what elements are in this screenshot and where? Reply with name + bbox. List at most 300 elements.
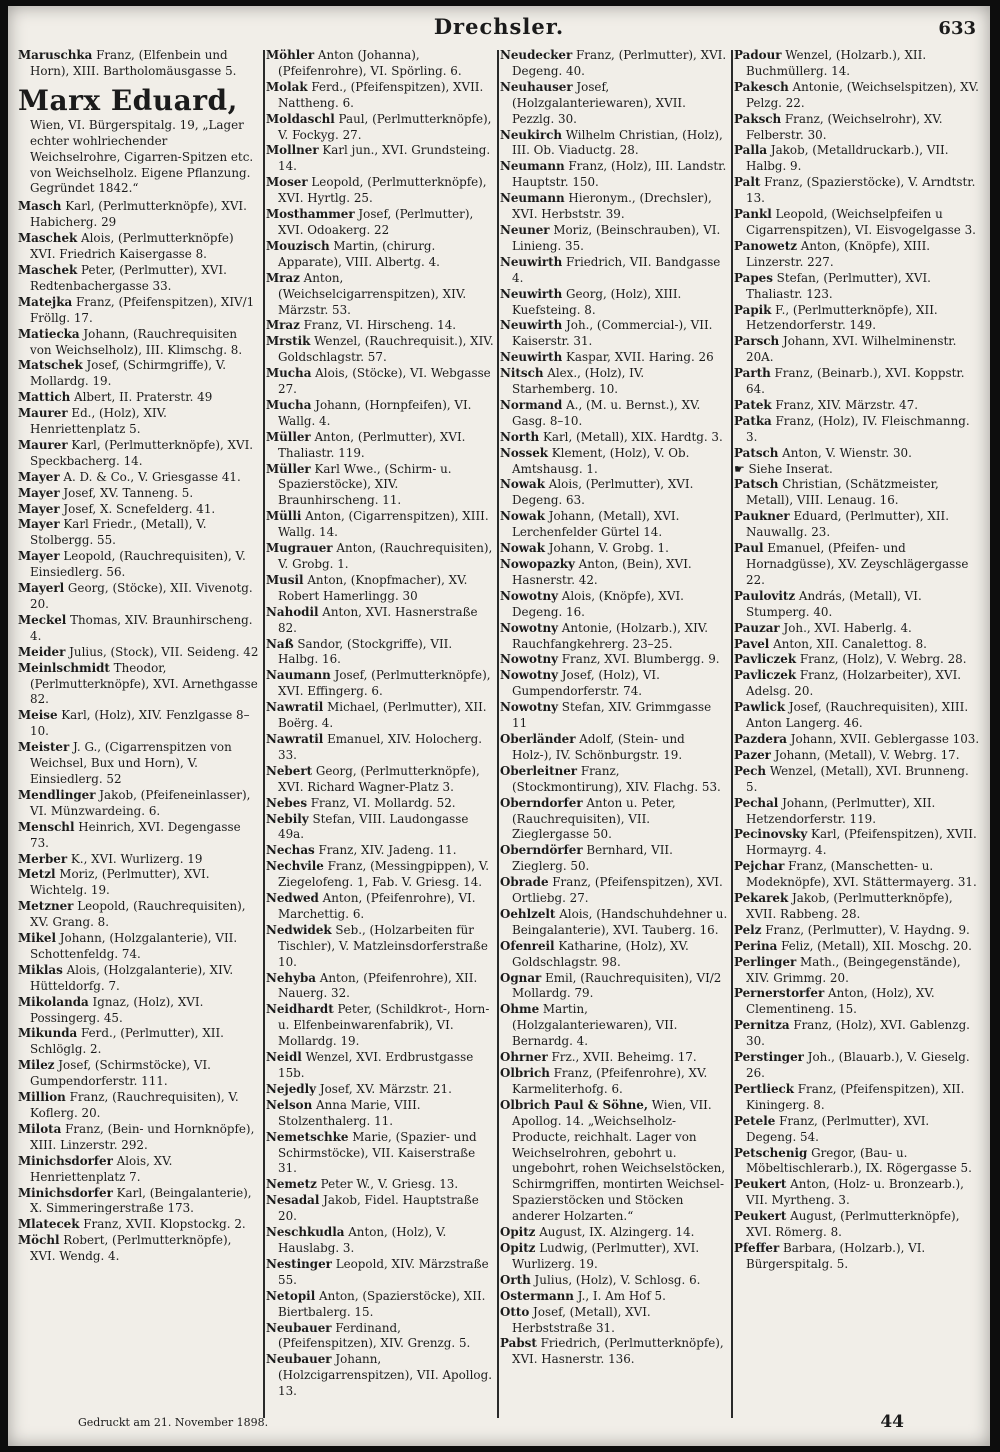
- entry-name: Perstinger: [734, 1050, 804, 1065]
- entry-name: Neuner: [500, 222, 550, 237]
- entry-details: Jakob, (Pfeifeneinlasser), VI. Münzwardeing. 6.: [30, 787, 251, 818]
- entry-details: Emanuel, XIV. Holocherg. 33.: [278, 731, 482, 762]
- entry-name: Nebily: [266, 811, 309, 826]
- directory-entry: [266, 366, 494, 398]
- entry-details: Leopold, (Rauchrequisiten), V. Einsiedlerg. 56.: [30, 549, 246, 580]
- directory-entry: [18, 931, 260, 963]
- entry-details: Leopold, XIV. Märzstraße 55.: [278, 1256, 489, 1287]
- entry-details: Karl, (Beingalanterie), X. Simmeringerstraße 173.: [30, 1185, 252, 1216]
- directory-entry: [734, 366, 980, 398]
- entry-details: Michael, (Perlmutter), XII. Boërg. 4.: [278, 700, 487, 731]
- entry-details: Ed., (Holz), XIV. Henriettenplatz 5.: [30, 406, 167, 437]
- entry-details: Wenzel, (Metall), XVI. Brunneng. 5.: [746, 763, 969, 794]
- directory-entry: [734, 589, 980, 621]
- entry-details: Karl Friedr., (Metall), V. Stolbergg. 55.: [30, 517, 207, 548]
- entry-details: Karl, (Perlmutterknöpfe), XVI. Speckbacherg. 14.: [30, 437, 254, 468]
- entry-details: Emil, (Rauchrequisiten), VI/2 Mollardg. 79.: [512, 970, 722, 1001]
- entry-details: Franz, (Elfenbein und Horn), XIII. Bartholomäusgasse 5.: [30, 48, 237, 78]
- directory-entry: [266, 573, 494, 605]
- directory-entry: [18, 517, 260, 549]
- entry-details: Johann, (Metall), V. Webrg. 17.: [770, 747, 960, 762]
- entry-details: Franz, (Pfeifenrohre), XV. Karmeliterhofg. 6.: [512, 1066, 708, 1096]
- entry-details: Jakob, (Metalldruckarb.), VII. Halbg. 9.: [746, 143, 949, 174]
- entry-name: Neuwirth: [500, 318, 563, 333]
- directory-entry: [734, 414, 980, 446]
- directory-entry: [734, 1177, 980, 1209]
- entry-details: Anton, XII. Canalettog. 8.: [769, 636, 927, 651]
- entry-details: Wien, VI. Bürgerspitalg. 19, „Lager echter wohlriechender Weichselrohre, Cigarren-Spitzen etc. von Weichselholz. Eigene Pflanzung. Gegründet 1842.“: [30, 117, 254, 196]
- directory-entry: [500, 971, 728, 1003]
- entry-name: Mrstik: [266, 334, 311, 349]
- entry-name: Paulovitz: [734, 588, 796, 603]
- entry-details: Anton, (Knöpfe), XIII. Linzerstr. 227.: [746, 238, 931, 269]
- entry-name: Nowak: [500, 509, 545, 524]
- entry-details: Franz, (Messingpippen), V. Ziegelofeng. 1, Fab. V. Griesg. 14.: [278, 859, 490, 890]
- column-divider: [263, 50, 265, 1418]
- directory-entry: [266, 1257, 494, 1289]
- entry-details: Christian, (Schätzmeister, Metall), VIII. Lenaug. 16.: [746, 477, 939, 508]
- directory-entry: [734, 923, 980, 939]
- directory-entry: [734, 334, 980, 366]
- directory-entry: [18, 899, 260, 931]
- directory-entry: [500, 796, 728, 844]
- entry-name: Pawlick: [734, 700, 786, 715]
- directory-entry: [266, 318, 494, 334]
- entry-details: Franz, (Perlmutter), XVI. Degeng. 54.: [746, 1113, 930, 1144]
- entry-name: Padour: [734, 48, 782, 62]
- directory-entry: [734, 748, 980, 764]
- entry-details: Peter, (Perlmutter), XVI. Redtenbachergasse 33.: [30, 262, 227, 293]
- entry-name: Nowotny: [500, 620, 559, 635]
- entry-details: Ignaz, (Holz), XVI. Possingerg. 45.: [30, 994, 204, 1025]
- entry-name: Nechvile: [266, 859, 324, 874]
- entry-details: Franz, (Pfeifenspitzen), XVI. Ortliebg. 27.: [512, 875, 723, 906]
- directory-entry: [500, 1305, 728, 1337]
- entry-name: Oberndörfer: [500, 843, 583, 858]
- directory-entry: [500, 223, 728, 255]
- entry-name: Pankl: [734, 207, 772, 222]
- directory-entry: [500, 1289, 728, 1305]
- entry-name: Pavel: [734, 636, 770, 651]
- entry-details: Ferdinand, (Pfeifenspitzen), XIV. Grenzg. 5.: [278, 1320, 471, 1351]
- directory-entry: [266, 207, 494, 239]
- entry-name: Matschek: [18, 358, 83, 373]
- entry-details: Paul, (Perlmutterknöpfe), V. Fockyg. 27.: [278, 111, 492, 142]
- entry-details: Wenzel, XVI. Erdbrustgasse 15b.: [278, 1050, 474, 1080]
- entry-name: Peukert: [734, 1209, 787, 1224]
- entry-name: Olbrich: [500, 1066, 550, 1080]
- column-3: [500, 48, 728, 1404]
- entry-details: Stefan, VIII. Laudongasse 49a.: [278, 811, 469, 842]
- directory-entry: [500, 1273, 728, 1289]
- directory-entry: [734, 764, 980, 796]
- directory-entry: [18, 1217, 260, 1233]
- entry-name: Meister: [18, 740, 70, 755]
- directory-entry: [18, 1122, 260, 1154]
- entry-details: Robert, (Perlmutterknöpfe), XVI. Wendg. 4.: [30, 1233, 232, 1264]
- entry-name: Nowak: [500, 541, 545, 556]
- entry-name: Neubauer: [266, 1320, 332, 1335]
- entry-name: Nawratil: [266, 731, 324, 746]
- directory-entry: [18, 263, 260, 295]
- entry-details: Alois, (Holzgalanterie), XIV. Hütteldorfg. 7.: [30, 962, 234, 993]
- directory-entry: [734, 462, 980, 478]
- print-date: Gedruckt am 21. November 1898.: [78, 1416, 269, 1429]
- directory-entry: [18, 1058, 260, 1090]
- directory-entry: [18, 327, 260, 359]
- directory-entry: [18, 406, 260, 438]
- entry-name: Pavliczek: [734, 668, 797, 683]
- entry-details: Josef, (Schirmstöcke), VI. Gumpendorferstr. 111.: [30, 1058, 211, 1089]
- entry-details: Franz, (Stockmontirung), XIV. Flachg. 53.: [512, 763, 721, 794]
- entry-details: Franz, (Pfeifenspitzen), XII. Kiningerg. 8.: [746, 1081, 965, 1112]
- entry-name: Pernerstorfer: [734, 986, 825, 1001]
- entry-details: Hieronym., (Drechsler), XVI. Herbststr. 39.: [512, 191, 712, 222]
- directory-entry: [500, 255, 728, 287]
- entry-details: Ludwig, (Perlmutter), XVI. Wurlizerg. 19.: [512, 1240, 700, 1271]
- entry-details: Anton, (Bein), XVI. Hasnerstr. 42.: [512, 557, 692, 587]
- directory-entry: [734, 48, 980, 80]
- entry-details: Alois, (Stöcke), VI. Webgasse 27.: [278, 366, 491, 397]
- directory-entry: [734, 398, 980, 414]
- directory-entry: [18, 84, 260, 198]
- entry-details: Josef, (Holzgalanteriewaren), XVII. Pezzlg. 30.: [512, 79, 686, 126]
- entry-details: Alois, XV. Henriettenplatz 7.: [30, 1153, 173, 1184]
- directory-entry: [734, 1209, 980, 1241]
- directory-entry: [500, 1002, 728, 1050]
- entry-details: Franz, (Spazierstöcke), V. Arndtstr. 13.: [746, 175, 976, 206]
- entry-name: Mayer: [18, 517, 60, 532]
- entry-name: Mucha: [266, 397, 312, 412]
- entry-name: Parsch: [734, 334, 780, 349]
- entry-details: Johann, (Metall), XVI. Lerchenfelder Gürtel 14.: [512, 509, 680, 540]
- directory-entry: [18, 740, 260, 788]
- entry-name: Maruschka: [18, 48, 93, 62]
- directory-entry: [266, 1352, 494, 1400]
- directory-entry: [734, 1241, 980, 1273]
- entry-details: Leopold, (Rauchrequisiten), XV. Grang. 8.: [30, 899, 246, 930]
- entry-name: Maurer: [18, 437, 68, 452]
- directory-entry: [266, 80, 494, 112]
- directory-entry: [500, 939, 728, 971]
- directory-entry: [18, 486, 260, 502]
- entry-name: Mendlinger: [18, 787, 96, 802]
- entry-name: Müller: [266, 461, 311, 476]
- entry-details: Stefan, XIV. Grimmgasse 11: [512, 700, 712, 731]
- entry-details: Josef, (Rauchrequisiten), XIII. Anton Langerg. 46.: [746, 700, 969, 731]
- entry-name: Paukner: [734, 509, 790, 524]
- entry-details: Anton u. Peter, (Rauchrequisiten), VII. Zieglergasse 50.: [512, 795, 676, 842]
- entry-name: Neukirch: [500, 127, 562, 142]
- entry-details: A. D. & Co., V. Griesgasse 41.: [59, 469, 241, 484]
- entry-name: Olbrich Paul & Söhne,: [500, 1097, 649, 1112]
- directory-entry: [266, 891, 494, 923]
- entry-name: Petele: [734, 1113, 776, 1128]
- entry-name: Papik: [734, 302, 772, 317]
- entry-name: Obrade: [500, 875, 549, 890]
- entry-details: András, (Metall), VI. Stumperg. 40.: [746, 588, 922, 619]
- entry-details: Math., (Beingegenstände), XIV. Grimmg. 20.: [746, 954, 961, 985]
- entry-name: Parth: [734, 366, 771, 381]
- entry-details: Feliz, (Metall), XII. Moschg. 20.: [777, 938, 972, 953]
- entry-details: Alex., (Holz), IV. Starhemberg. 10.: [512, 366, 645, 397]
- entry-details: Anton, V. Wienstr. 30.: [778, 445, 912, 460]
- entry-details: Johann, V. Grobg. 1.: [544, 541, 669, 556]
- entry-details: Karl jun., XVI. Grundsteing. 14.: [278, 143, 491, 174]
- entry-name: Opitz: [500, 1225, 536, 1240]
- entry-name: Pazdera: [734, 731, 787, 746]
- entry-name: Nowak: [500, 477, 545, 492]
- entry-details: A., (M. u. Bernst.), XV. Gasg. 8–10.: [512, 397, 701, 428]
- entry-name: Neuhauser: [500, 79, 573, 94]
- directory-entry: [266, 1193, 494, 1225]
- entry-name: Mikunda: [18, 1026, 78, 1041]
- entry-name: Mayer: [18, 485, 60, 500]
- entry-name: Pabst: [500, 1336, 537, 1351]
- entry-name: Ohme: [500, 1002, 540, 1017]
- directory-entry: [500, 509, 728, 541]
- entry-name: Neuwirth: [500, 350, 563, 365]
- entry-details: Franz, VI. Mollardg. 52.: [307, 795, 456, 810]
- entry-details: Friedrich, (Perlmutterknöpfe), XVI. Hasnerstr. 136.: [512, 1336, 724, 1367]
- entry-name: Moser: [266, 175, 308, 190]
- column-divider: [731, 50, 733, 1418]
- directory-entry: [266, 509, 494, 541]
- entry-name: Mülli: [266, 509, 302, 524]
- entry-details: Julius, (Stock), VII. Seideng. 42: [65, 644, 259, 659]
- entry-name: Ofenreil: [500, 938, 555, 953]
- entry-details: Adolf, (Stein- und Holz-), IV. Schönburgstr. 19.: [512, 731, 685, 762]
- directory-entry: [734, 1082, 980, 1114]
- entry-details: Eduard, (Perlmutter), XII. Nauwallg. 23.: [746, 509, 950, 540]
- entry-details: Karl, (Holz), XIV. Fenzlgasse 8–10.: [30, 708, 250, 739]
- entry-name: Oberländer: [500, 731, 576, 746]
- entry-details: Jakob, Fidel. Hauptstraße 20.: [278, 1193, 479, 1224]
- directory-entry: [18, 1090, 260, 1122]
- entry-details: Martin, (chirurg. Apparate), VIII. Albertg. 4.: [278, 238, 440, 269]
- entry-details: Franz, XVI. Blumbergg. 9.: [558, 652, 720, 667]
- entry-name: Opitz: [500, 1240, 536, 1255]
- column-divider: [497, 50, 499, 1418]
- directory-entry: [18, 199, 260, 231]
- directory-entry: [734, 1146, 980, 1178]
- directory-entry: [18, 358, 260, 390]
- entry-details: Johann, (Hornpfeifen), VI. Wallg. 4.: [278, 397, 472, 428]
- directory-entry: [266, 764, 494, 796]
- directory-entry: [18, 295, 260, 327]
- directory-entry: [734, 303, 980, 335]
- entry-details: Franz, XVII. Klopstockg. 2.: [79, 1217, 246, 1232]
- entry-details: Anton, (Holz), XV. Clementineng. 15.: [746, 986, 935, 1017]
- entry-details: Franz, (Holz), V. Webrg. 28.: [796, 652, 967, 667]
- entry-details: Peter, (Schildkrot-, Horn- u. Elfenbeinwarenfabrik), VI. Mollardg. 19.: [278, 1002, 490, 1049]
- directory-entry: [266, 398, 494, 430]
- directory-entry: [18, 502, 260, 518]
- directory-entry: [500, 732, 728, 764]
- entry-name: Meinlschmidt: [18, 660, 110, 675]
- entry-name: Mraz: [266, 270, 300, 285]
- entry-name: Nestinger: [266, 1256, 332, 1271]
- directory-entry: [18, 1186, 260, 1218]
- entry-name: Paul: [734, 541, 764, 556]
- directory-entry: [734, 955, 980, 987]
- directory-entry: [734, 891, 980, 923]
- entry-name: Pekarek: [734, 891, 789, 906]
- directory-entry: [18, 48, 260, 80]
- directory-entry: [500, 1098, 728, 1225]
- entry-name: Palla: [734, 143, 768, 158]
- entry-name: Pechal: [734, 795, 779, 810]
- directory-entry: [734, 637, 980, 653]
- sheet-signature: 44: [880, 1412, 904, 1432]
- entry-name: Ostermann: [500, 1288, 574, 1303]
- entry-name: Peukert: [734, 1177, 787, 1192]
- entry-name: Maurer: [18, 406, 68, 421]
- entry-name: Neidhardt: [266, 1002, 334, 1017]
- directory-entry: [266, 859, 494, 891]
- directory-entry: [266, 239, 494, 271]
- entry-name: Meckel: [18, 612, 67, 627]
- entry-details: Josef, (Metall), XVI. Herbststraße 31.: [512, 1304, 651, 1335]
- directory-entry: [266, 1225, 494, 1257]
- entry-details: Georg, (Perlmutterknöpfe), XVI. Richard Wagner-Platz 3.: [278, 763, 480, 794]
- directory-entry: [266, 48, 494, 80]
- entry-details: Franz, (Pfeifenspitzen), XIV/1 Fröllg. 17.: [30, 294, 255, 325]
- directory-entry: [734, 732, 980, 748]
- entry-details: Franz, (Perlmutter), V. Haydng. 9.: [761, 922, 970, 937]
- entry-name: Matejka: [18, 294, 73, 309]
- entry-name: Orth: [500, 1272, 531, 1287]
- directory-entry: [500, 430, 728, 446]
- directory-entry: [734, 143, 980, 175]
- directory-entry: [734, 541, 980, 589]
- entry-name: Ognar: [500, 970, 542, 985]
- entry-name: Milez: [18, 1058, 55, 1073]
- entry-details: Thomas, XIV. Braunhirscheng. 4.: [30, 612, 253, 643]
- directory-entry: [500, 1225, 728, 1241]
- directory-entry: [734, 652, 980, 668]
- directory-entry: [734, 1050, 980, 1082]
- entry-details: Jakob, (Perlmutterknöpfe), XVII. Rabbeng. 28.: [746, 891, 953, 921]
- entry-name: Mayer: [18, 469, 60, 484]
- entry-details: Ferd., (Pfeifenspitzen), XVII. Nattheng. 6.: [278, 79, 484, 110]
- directory-entry: [266, 605, 494, 637]
- entry-name: North: [500, 429, 540, 444]
- directory-entry: [500, 764, 728, 796]
- directory-entry: [18, 1026, 260, 1058]
- directory-entry: [18, 438, 260, 470]
- entry-details: Josef, (Schirmgriffe), V. Mollardg. 19.: [30, 358, 227, 389]
- entry-details: Karl, (Metall), XIX. Hardtg. 3.: [539, 429, 723, 444]
- entry-name: Pfeffer: [734, 1240, 780, 1255]
- entry-details: Theodor, (Perlmutterknöpfe), XVI. Arnethgasse 82.: [30, 660, 258, 707]
- directory-entry: [500, 700, 728, 732]
- entry-name: Patsch: [734, 445, 779, 460]
- directory-entry: [500, 159, 728, 191]
- entry-name: Patsch: [734, 477, 779, 492]
- directory-entry: [734, 796, 980, 828]
- directory-entry: [266, 1050, 494, 1082]
- directory-entry: [500, 652, 728, 668]
- directory-entry: [500, 875, 728, 907]
- directory-entry: [500, 191, 728, 223]
- entry-details: Wien, VII. Apollog. 14. „Weichselholz-Producte, reichhalt. Lager von Weichselrohren, gebohrt u. ungebohrt, rohen Weichselstöcken, Schirmgriffen, montirten Weichsel-Spazierstöcken und Stöcken anderer Holzarten.“: [512, 1097, 726, 1224]
- entry-details: Anton, (Weichselcigarrenspitzen), XIV. Märzstr. 53.: [278, 270, 467, 317]
- entry-details: Johann, (Perlmutter), XII. Hetzendorferstr. 119.: [746, 795, 936, 826]
- column-1: [18, 48, 260, 1404]
- entry-details: Frz., XVII. Beheimg. 17.: [547, 1050, 697, 1065]
- entry-details: J., I. Am Hof 5.: [573, 1288, 666, 1303]
- entry-details: August, (Perlmutterknöpfe), XVI. Römerg. 8.: [746, 1209, 960, 1240]
- entry-details: Anton, (Spazierstöcke), XII. Biertbalerg. 15.: [278, 1288, 486, 1319]
- entry-details: Anton, (Perlmutter), XVI. Thaliastr. 119.: [278, 429, 466, 460]
- entry-details: Franz, VI. Hirscheng. 14.: [299, 318, 457, 333]
- entry-name: Metzner: [18, 899, 74, 914]
- entry-details: Bernhard, VII. Zieglerg. 50.: [512, 843, 673, 874]
- entry-details: Franz, (Manschetten- u. Modeknöpfe), XVI. Stättermayerg. 31.: [746, 859, 977, 890]
- directory-entry: [734, 175, 980, 207]
- entry-details: Johann, XVII. Geblergasse 103.: [786, 731, 980, 746]
- entry-name: Mugrauer: [266, 541, 333, 556]
- entry-details: Josef, (Perlmutterknöpfe), XVI. Effingerg. 6.: [278, 668, 491, 699]
- entry-name: Mouzisch: [266, 238, 330, 253]
- entry-details: Alois, (Perlmutter), XVI. Degeng. 63.: [512, 477, 694, 508]
- entry-details: Wenzel, (Rauchrequisit.), XIV. Goldschlagstr. 57.: [278, 334, 494, 365]
- entry-name: Nesadal: [266, 1193, 320, 1208]
- entry-details: Georg, (Stöcke), XII. Vivenotg. 20.: [30, 581, 253, 611]
- entry-name: Mraz: [266, 318, 300, 333]
- entry-details: Seb., (Holzarbeiten für Tischler), V. Matzleinsdorferstraße 10.: [278, 922, 488, 969]
- entry-details: Alois, (Knöpfe), XVI. Degeng. 16.: [512, 588, 684, 619]
- directory-entry: [18, 661, 260, 709]
- entry-details: Moriz, (Perlmutter), XVI. Wichtelg. 19.: [30, 867, 210, 898]
- entry-details: Leopold, (Perlmutterknöpfe), XVI. Hyrtlg. 25.: [278, 175, 487, 206]
- directory-entry: [500, 446, 728, 478]
- entry-details: Kaspar, XVII. Haring. 26: [562, 350, 714, 365]
- directory-entry: [734, 668, 980, 700]
- entry-details: Ferd., (Perlmutter), XII. Schlöglg. 2.: [30, 1026, 224, 1057]
- entry-name: Pelz: [734, 922, 762, 937]
- entry-name: Palt: [734, 175, 761, 190]
- directory-entry: [500, 621, 728, 653]
- entry-name: Mikel: [18, 931, 57, 946]
- entry-name: Meider: [18, 644, 66, 659]
- directory-entry: [18, 708, 260, 740]
- directory-entry: [266, 796, 494, 812]
- entry-name: Möhler: [266, 48, 315, 62]
- directory-entry: [18, 390, 260, 406]
- entry-name: Mattich: [18, 390, 71, 405]
- entry-details: Joh., (Blauarb.), V. Gieselg. 26.: [746, 1050, 970, 1080]
- directory-entry: [500, 477, 728, 509]
- directory-entry: [18, 1154, 260, 1186]
- entry-name: Nebes: [266, 795, 308, 810]
- directory-entry: [734, 477, 980, 509]
- entry-name: Pauzar: [734, 620, 780, 635]
- directory-entry: [18, 963, 260, 995]
- directory-entry: [734, 1018, 980, 1050]
- directory-entry: [266, 843, 494, 859]
- directory-entry: [18, 820, 260, 852]
- directory-entry: [266, 112, 494, 144]
- entry-details: Wilhelm Christian, (Holz), III. Ob. Viaductg. 28.: [512, 127, 723, 158]
- entry-details: Moriz, (Beinschrauben), VI. Linieng. 35.: [512, 222, 721, 253]
- column-4: [734, 48, 980, 1404]
- entry-name: Pakesch: [734, 79, 789, 94]
- directory-entry: [500, 1336, 728, 1368]
- directory-entry: [266, 1289, 494, 1321]
- entry-details: Franz, (Weichselrohr), XV. Felberstr. 30.: [746, 111, 943, 142]
